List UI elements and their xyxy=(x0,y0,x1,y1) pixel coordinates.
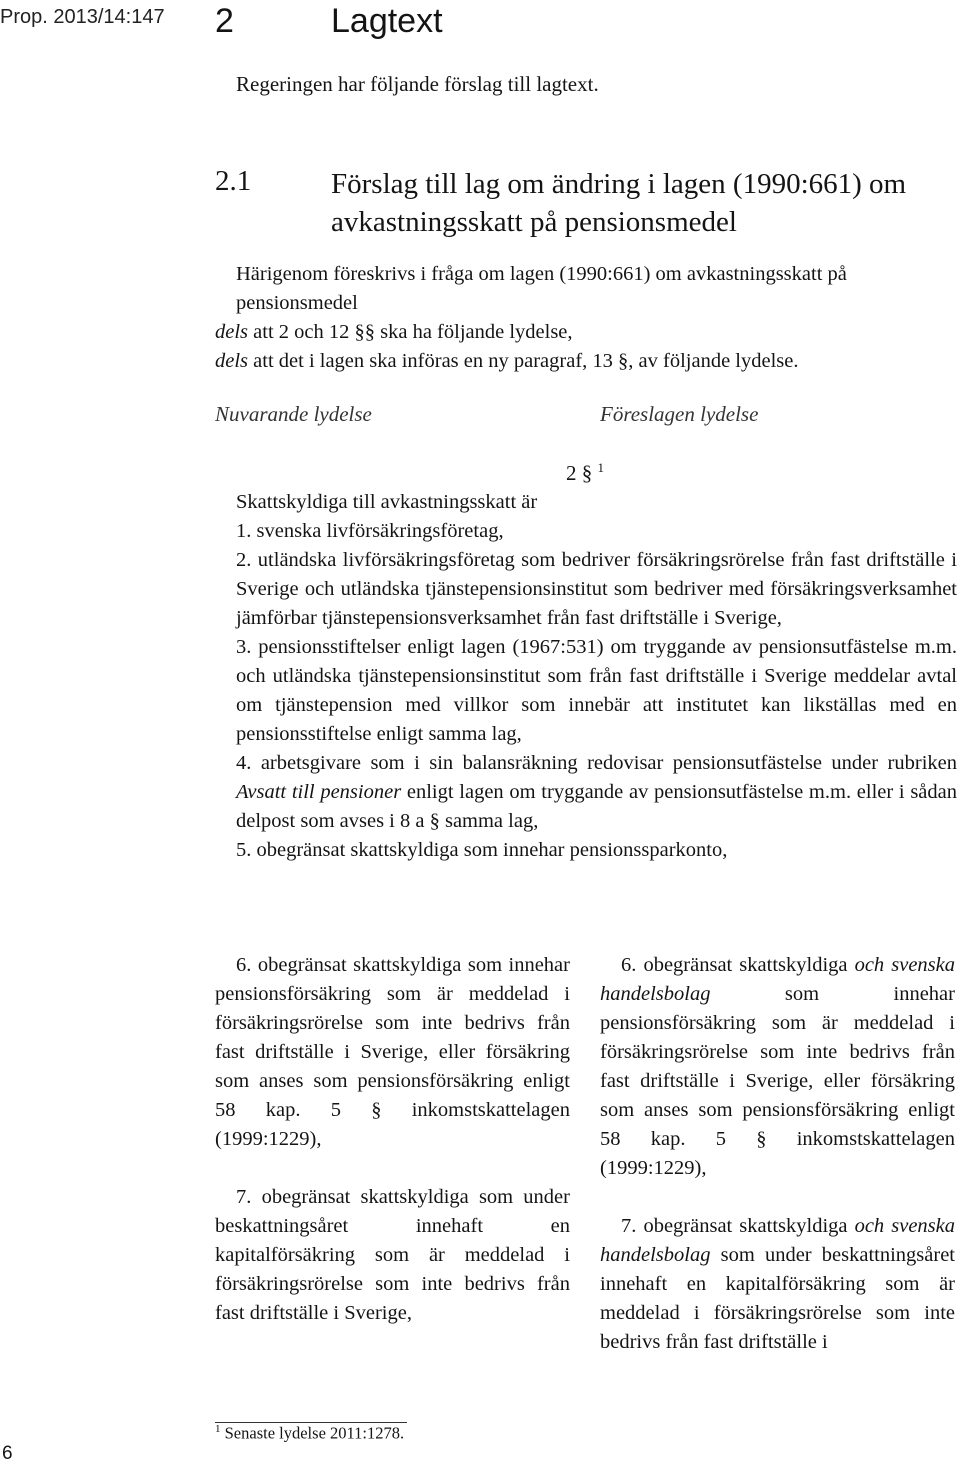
footnote-number: 1 xyxy=(215,1423,221,1435)
page-number: 6 xyxy=(2,1443,13,1464)
dels-word: dels xyxy=(215,321,249,343)
paragraph-intro: Skattskyldiga till avkastningsskatt är xyxy=(236,491,538,513)
proposed-wording-column xyxy=(600,951,955,1386)
proposed-item-7 xyxy=(600,1212,955,1357)
footnote-reference: 1 xyxy=(597,460,604,475)
proposed-item-6-end: som innehar pensionsförsäkring som är meddelad i försäkringsrörelse som inte bedrivs från fast driftställe i Sverige, eller försäkring som anses som pensionsförsäkring enligt 58 kap. 5 § inkomstskattelagen (1999:1229), xyxy=(600,983,955,1179)
chapter-number: 2 xyxy=(215,2,234,40)
footnote-text: Senaste lydelse 2011:1278. xyxy=(224,1423,405,1443)
list-item-4-start: 4. arbetsgivare som i sin balansräkning redovisar pensionsutfästelse under rubriken xyxy=(236,752,957,774)
proposed-item-6-amendment: och svenska handelsbolag xyxy=(600,954,955,1005)
list-item-4-end: enligt lagen om tryggande av pensionsutfästelse m.m. eller i sådan delpost som avses i 8 a § samma lag, xyxy=(236,781,957,832)
current-item-7: 7. obegränsat skattskyldiga som under beskattningsåret innehaft en kapitalförsäkring som är meddelad i försäkringsrörelse som inte bedrivs från fast driftställe i Sverige, xyxy=(215,1186,570,1324)
proposition-reference: Prop. 2013/14:147 xyxy=(0,6,165,28)
section-title: Förslag till lag om ändring i lagen (1990:661) om avkastningsskatt på pensionsmedel xyxy=(331,168,907,238)
proposed-item-6 xyxy=(600,951,955,1183)
paragraph-number: 2 § xyxy=(566,461,593,485)
list-item-3: 3. pensionsstiftelser enligt lagen (1967:531) om tryggande av pensionsutfästelse m.m. och utländska tjänstepensionsinstitut som från fast driftställe i Sverige meddelar avtal om tjänstepension med villkor som innebär att institutet kan likställas med en pensionsstiftelse enligt samma lag, xyxy=(236,636,957,745)
proposed-item-7-amendment: och svenska handelsbolag xyxy=(600,1215,955,1266)
paragraph-common-text xyxy=(215,488,957,865)
list-item-5: 5. obegränsat skattskyldiga som innehar pensionssparkonto, xyxy=(236,839,728,861)
current-wording-heading: Nuvarande lydelse xyxy=(215,402,372,426)
chapter-title: Lagtext xyxy=(331,2,443,40)
current-item-6: 6. obegränsat skattskyldiga som innehar pensionsförsäkring som är meddelad i försäkringsrörelse som inte bedrivs från fast driftställe i Sverige, eller försäkring som anses som pensionsförsäkring enligt 58 kap. 5 § inkomstskattelagen (1999:1229), xyxy=(215,954,570,1150)
list-item-4-heading: Avsatt till pensioner xyxy=(236,781,402,803)
dels-text: att det i lagen ska införas en ny paragraf, 13 §, av följande lydelse. xyxy=(248,350,799,372)
proposed-item-7-start: 7. obegränsat skattskyldiga xyxy=(621,1215,855,1237)
proposed-wording-heading: Föreslagen lydelse xyxy=(600,402,759,426)
dels-clause-2 xyxy=(215,347,950,376)
intro-sentence: Regeringen har följande förslag till lagtext. xyxy=(236,72,599,96)
proposed-item-6-start: 6. obegränsat skattskyldiga xyxy=(621,954,855,976)
section-number: 2.1 xyxy=(215,165,252,197)
dels-clause-1 xyxy=(215,318,950,347)
list-item-2: 2. utländska livförsäkringsföretag som bedriver försäkringsrörelse från fast driftställe i Sverige och utländska tjänstepensionsinstitut som bedriver med försäkringsverksamhet jämförbar tjänstepensionsverksamhet från fast driftställe i Sverige, xyxy=(236,549,957,629)
list-item-1: 1. svenska livförsäkringsföretag, xyxy=(236,520,504,542)
footnote xyxy=(215,1423,404,1444)
dels-word: dels xyxy=(215,350,249,372)
current-wording-column xyxy=(215,951,570,1357)
paragraph-sign xyxy=(566,460,604,486)
proposed-item-7-end: som under beskattningsåret innehaft en kapitalförsäkring som är meddelad i försäkringsrörelse som inte bedrivs från fast driftställe i xyxy=(600,1244,955,1353)
enactment-intro: Härigenom föreskrivs i fråga om lagen (1990:661) om avkastningsskatt på pensionsmedel xyxy=(236,263,847,314)
list-item-4 xyxy=(215,749,957,836)
enactment-clause xyxy=(215,260,950,376)
dels-text: att 2 och 12 §§ ska ha följande lydelse, xyxy=(248,321,573,343)
